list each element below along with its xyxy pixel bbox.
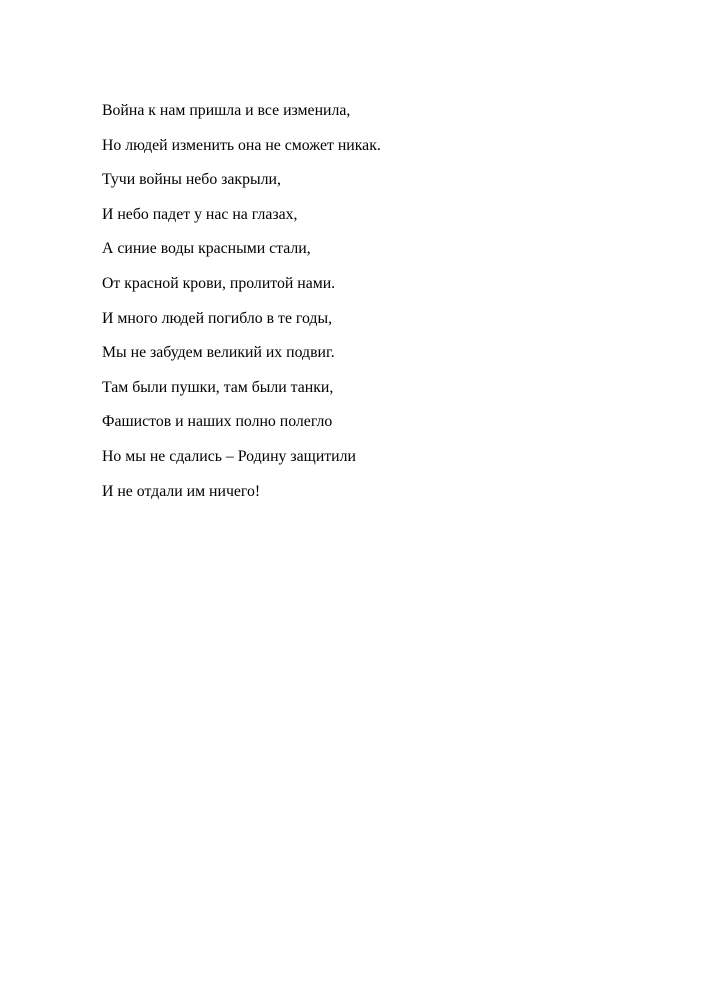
poem-line: От красной крови, пролитой нами. xyxy=(102,274,336,292)
poem-line: Тучи войны небо закрыли, xyxy=(102,171,281,189)
poem-line: Мы не забудем великий их подвиг. xyxy=(102,344,335,362)
poem-line: И небо падет у нас на глазах, xyxy=(102,205,298,223)
poem-line: Но мы не сдались – Родину защитили xyxy=(102,447,356,465)
poem-line: И не отдали им ничего! xyxy=(102,482,261,500)
poem-line: А синие воды красными стали, xyxy=(102,240,311,258)
poem-line: Война к нам пришла и все изменила, xyxy=(102,102,351,119)
poem-line: Фашистов и наших полно полегло xyxy=(102,413,333,431)
poem-line: И много людей погибло в те годы, xyxy=(102,309,333,327)
poem-line: Но людей изменить она не сможет никак. xyxy=(102,136,381,154)
poem-line: Там были пушки, там были танки, xyxy=(102,378,334,396)
poem-text xyxy=(102,101,381,516)
